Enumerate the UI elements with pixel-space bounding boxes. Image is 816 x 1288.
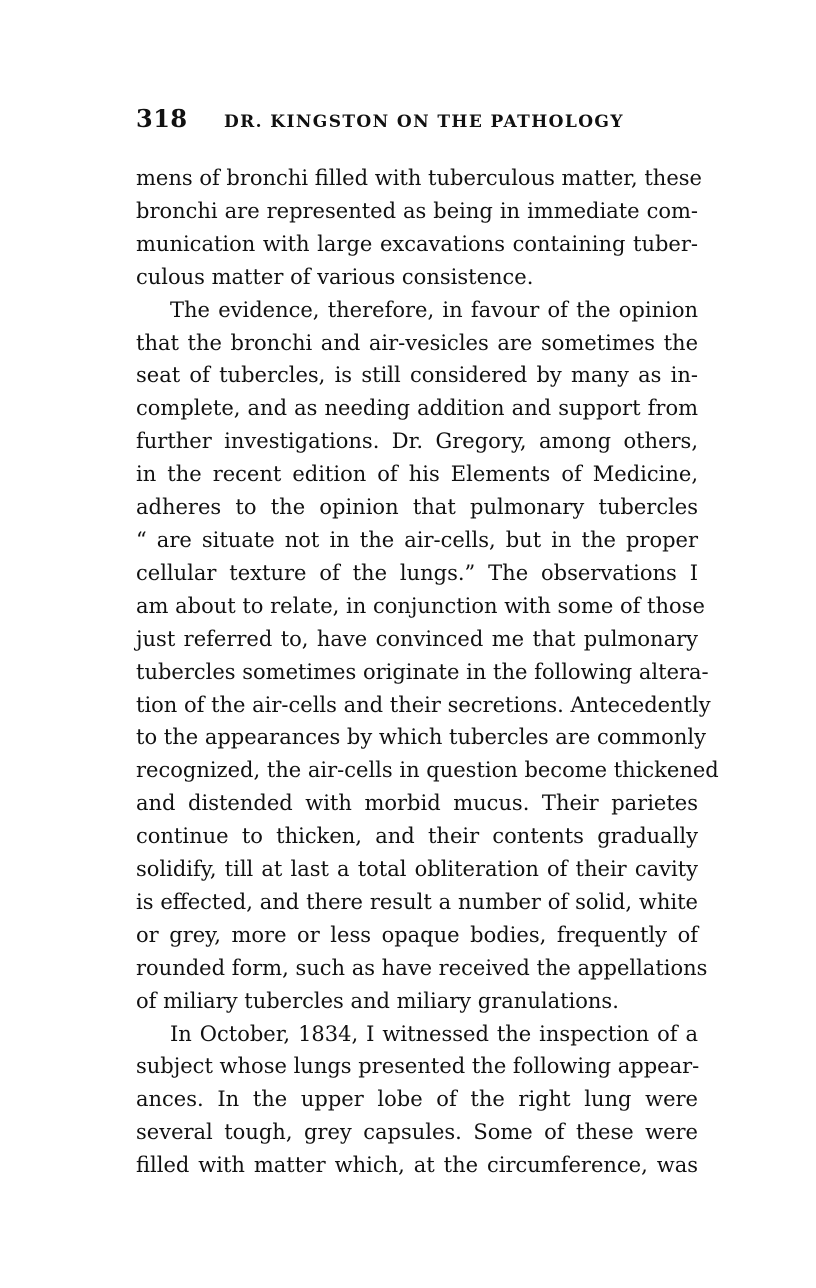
page-header [136,104,698,140]
text-line: mens of bronchi filled with tuberculous matter, these [136,166,702,190]
text-line: seat of tubercles, is still considered by many as in- [136,363,698,388]
text-line: culous matter of various consistence. [136,264,534,289]
text-line: rounded form, such as have received the appellations [136,955,708,980]
text-line: complete, and as needing addition and support from [136,396,698,421]
text-line: “ are situate not in the air-cells, but in the proper [136,527,698,552]
text-line: and distended with morbid mucus. Their parietes [136,791,698,816]
text-line: tion of the air-cells and their secretions. Antecedently [136,692,711,717]
text-line: just referred to, have convinced me that pulmonary [136,626,698,651]
paragraph-1 [136,162,702,294]
text-line: subject whose lungs presented the following appear- [136,1054,700,1079]
text-line: adheres to the opinion that pulmonary tubercles [136,495,698,520]
text-line: The evidence, therefore, in favour of the opinion [170,297,698,322]
text-line: several tough, grey capsules. Some of these were [136,1120,698,1145]
text-line: or grey, more or less opaque bodies, frequently of [136,922,698,947]
text-line: cellular texture of the lungs.” The observations I [136,560,698,585]
text-line: filled with matter which, at the circumference, was [136,1153,698,1178]
text-line: tubercles sometimes originate in the following altera- [136,659,709,684]
text-line: of miliary tubercles and miliary granulations. [136,988,619,1013]
text-line: munication with large excavations containing tuber- [136,231,698,256]
paragraph-2 [136,294,719,1018]
text-line: in the recent edition of his Elements of Medicine, [136,462,698,487]
page-number: 318 [136,104,188,133]
text-line: further investigations. Dr. Gregory, among others, [136,429,698,454]
book-page [136,104,719,1182]
text-line: to the appearances by which tubercles are commonly [136,725,706,750]
text-line: bronchi are represented as being in immediate com- [136,198,698,223]
text-line: In October, 1834, I witnessed the inspection of a [170,1021,698,1046]
text-line: solidify, till at last a total obliteration of their cavity [136,857,698,882]
text-line: continue to thicken, and their contents gradually [136,824,698,849]
text-line: am about to relate, in conjunction with some of those [136,593,705,618]
text-line: that the bronchi and air-vesicles are sometimes the [136,330,698,355]
running-head: DR. KINGSTON ON THE PATHOLOGY [224,112,624,132]
text-line: recognized, the air-cells in question become thickened [136,758,719,783]
paragraph-3 [136,1018,698,1183]
text-line: is effected, and there result a number of solid, white [136,889,698,914]
text-line: ances. In the upper lobe of the right lung were [136,1087,698,1112]
